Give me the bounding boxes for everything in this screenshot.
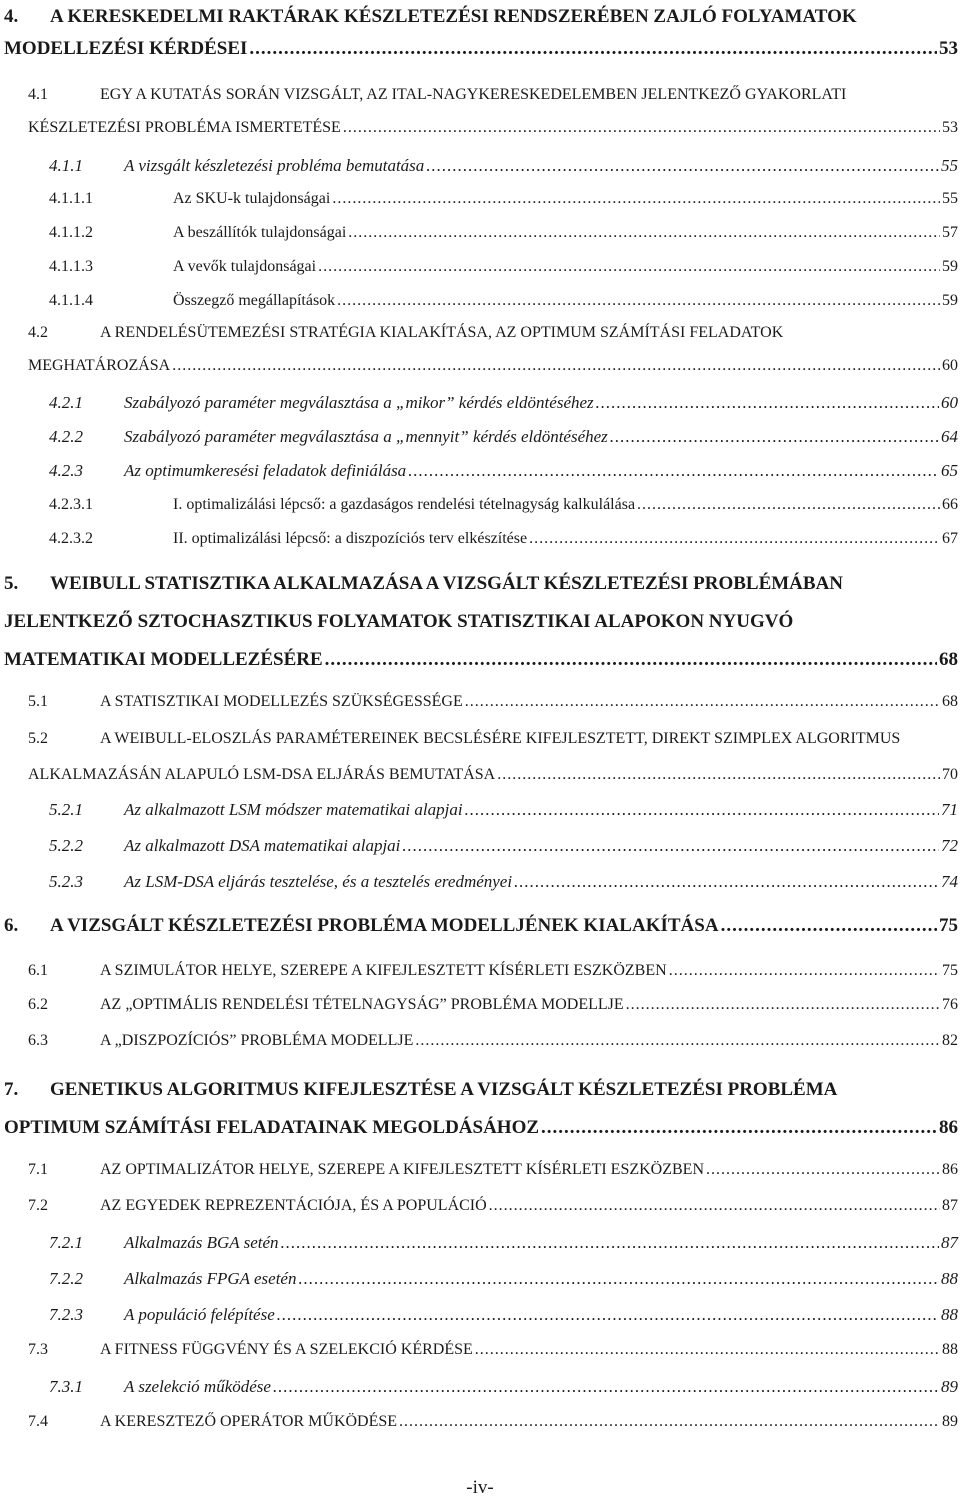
toc-entry-line [28, 357, 958, 375]
toc-entry-line [124, 427, 958, 447]
toc-entry-page-number: 86 [942, 1161, 958, 1178]
toc-entry-page-number: 89 [941, 1377, 958, 1396]
toc-entry-line [173, 190, 958, 208]
toc-entry-title: A RENDELÉSÜTEMEZÉSI STRATÉGIA KIALAKÍTÁSA, AZ OPTIMUM SZÁMÍTÁSI FELADATOK [100, 324, 784, 341]
toc-entry-page-number: 65 [941, 461, 958, 480]
toc-entry-number: 4.1.1 [49, 156, 83, 175]
toc-entry-title: A STATISZTIKAI MODELLEZÉS SZÜKSÉGESSÉGE [100, 693, 463, 710]
toc-entry-title: A WEIBULL-ELOSZLÁS PARAMÉTEREINEK BECSLÉSÉRE KIFEJLESZTETT, DIREKT SZIMPLEX ALGORITMUS [100, 730, 901, 747]
toc-entry-title: MATEMATIKAI MODELLEZÉSÉRE [4, 649, 323, 670]
dot-leader [626, 996, 940, 1014]
toc-entry-line [100, 1341, 958, 1359]
toc-entry-page-number: 59 [942, 292, 958, 309]
dot-leader [273, 1377, 939, 1397]
toc-entry-title: AZ „OPTIMÁLIS RENDELÉSI TÉTELNAGYSÁG” PROBLÉMA MODELLJE [100, 996, 624, 1013]
toc-entry-title: MEGHATÁROZÁSA [28, 357, 171, 374]
toc-entry-line [124, 1233, 958, 1253]
dot-leader [415, 1032, 940, 1050]
toc-entry-title: Szabályozó paraméter megválasztása a „mikor” kérdés eldöntéséhez [124, 393, 594, 412]
toc-entry-title: A SZIMULÁTOR HELYE, SZEREPE A KIFEJLESZTETT KÍSÉRLETI ESZKÖZBEN [100, 962, 667, 979]
toc-entry-line [124, 461, 958, 481]
toc-entry-line [50, 573, 958, 595]
dot-leader [465, 693, 940, 711]
toc-entry-line [50, 915, 958, 937]
toc-entry-title: A VIZSGÁLT KÉSZLETEZÉSI PROBLÉMA MODELLJÉNEK KIALAKÍTÁSA [50, 915, 719, 936]
toc-entry-line [100, 962, 958, 980]
dot-leader [637, 496, 940, 514]
toc-entry-line [173, 292, 958, 310]
toc-entry-title: Összegző megállapítások [173, 292, 336, 309]
toc-entry-title: AZ EGYEDEK REPREZENTÁCIÓJA, ÉS A POPULÁCIÓ [100, 1197, 487, 1214]
toc-entry-page-number: 71 [941, 800, 958, 819]
toc-entry-line [50, 1079, 958, 1101]
dot-leader [318, 258, 940, 276]
dot-leader [669, 962, 940, 980]
toc-entry-title: Az optimumkeresési feladatok definiálása [124, 461, 407, 480]
toc-entry-title: WEIBULL STATISZTIKA ALKALMAZÁSA A VIZSGÁLT KÉSZLETEZÉSI PROBLÉMÁBAN [50, 573, 844, 594]
toc-entry-number: 4.1.1.2 [49, 224, 93, 241]
toc-entry-line [124, 156, 958, 176]
toc-entry-line [28, 766, 958, 784]
toc-entry-page-number: 57 [942, 224, 958, 241]
toc-entry-page-number: 68 [942, 693, 958, 710]
toc-entry-line [124, 836, 958, 856]
toc-entry-line [124, 872, 958, 892]
dot-leader [325, 649, 937, 671]
toc-entry-line [124, 1269, 958, 1289]
toc-entry-page-number: 68 [939, 649, 958, 670]
dot-leader [596, 393, 939, 413]
toc-entry-line [100, 1161, 958, 1179]
toc-entry-line [100, 86, 958, 104]
toc-entry-page-number: 75 [942, 962, 958, 979]
toc-entry-title: A vizsgált készletezési probléma bemutatása [124, 156, 425, 175]
toc-entry-title: Az LSM-DSA eljárás tesztelése, és a tesztelés eredményei [124, 872, 513, 891]
toc-entry-line [124, 800, 958, 820]
toc-entry-number: 5.2.3 [49, 872, 83, 891]
toc-entry-line [4, 611, 958, 633]
toc-entry-number: 7.2 [28, 1197, 48, 1214]
toc-entry-line [4, 649, 958, 671]
toc-entry-page-number: 53 [942, 119, 958, 136]
toc-entry-title: A szelekció működése [124, 1377, 271, 1396]
toc-entry-number: 7.3.1 [49, 1377, 83, 1396]
toc-entry-line [100, 996, 958, 1014]
dot-leader [489, 1197, 940, 1215]
toc-entry-number: 5.2 [28, 730, 48, 747]
toc-entry-page-number: 67 [942, 530, 958, 547]
dot-leader [277, 1305, 939, 1325]
toc-entry-line [4, 1117, 958, 1139]
toc-entry-title: GENETIKUS ALGORITMUS KIFEJLESZTÉSE A VIZSGÁLT KÉSZLETEZÉSI PROBLÉMA [50, 1079, 838, 1100]
toc-entry-title: I. optimalizálási lépcső: a gazdaságos rendelési tételnagyság kalkulálása [173, 496, 636, 513]
toc-entry-number: 4.1.1.3 [49, 258, 93, 275]
toc-entry-line [173, 530, 958, 548]
dot-leader [541, 1117, 937, 1139]
toc-entry-page-number: 76 [942, 996, 958, 1013]
toc-entry-number: 4.2.3.2 [49, 530, 93, 547]
toc-entry-number: 4.2.3.1 [49, 496, 93, 513]
toc-entry-page-number: 60 [942, 357, 958, 374]
toc-entry-title: A beszállítók tulajdonságai [173, 224, 347, 241]
toc-entry-line [28, 119, 958, 137]
toc-entry-page-number: 55 [942, 190, 958, 207]
toc-entry-title: A KERESZTEZŐ OPERÁTOR MŰKÖDÉSE [100, 1413, 398, 1430]
toc-entry-page-number: 64 [941, 427, 958, 446]
toc-entry-page-number: 72 [941, 836, 958, 855]
toc-entry-line [173, 258, 958, 276]
toc-entry-number: 5.2.2 [49, 836, 83, 855]
dot-leader [172, 357, 940, 375]
toc-entry-number: 6. [4, 915, 19, 936]
toc-entry-page-number: 88 [942, 1341, 958, 1358]
toc-entry-title: Szabályozó paraméter megválasztása a „mennyit” kérdés eldöntéséhez [124, 427, 608, 446]
toc-entry-page-number: 53 [939, 38, 958, 59]
dot-leader [529, 530, 940, 548]
toc-entry-number: 4.2.1 [49, 393, 83, 412]
dot-leader [706, 1161, 940, 1179]
toc-entry-number: 4.2.3 [49, 461, 83, 480]
dot-leader [402, 836, 939, 856]
toc-entry-page-number: 55 [941, 156, 958, 175]
toc-entry-page-number: 74 [941, 872, 958, 891]
toc-entry-number: 7.1 [28, 1161, 48, 1178]
toc-entry-line [4, 38, 958, 60]
toc-entry-number: 4.1.1.1 [49, 190, 93, 207]
toc-entry-page-number: 75 [939, 915, 958, 936]
toc-entry-page-number: 70 [942, 766, 958, 783]
toc-entry-line [100, 324, 958, 342]
page-footer-number: -iv- [466, 1477, 494, 1498]
toc-entry-number: 7.2.1 [49, 1233, 83, 1252]
toc-entry-number: 5. [4, 573, 19, 594]
toc-entry-line [124, 393, 958, 413]
dot-leader [249, 38, 937, 60]
toc-entry-number: 4.1 [28, 86, 48, 103]
dot-leader [514, 872, 939, 892]
toc-entry-number: 4.2 [28, 324, 48, 341]
toc-entry-page-number: 88 [941, 1269, 958, 1288]
toc-entry-page-number: 89 [942, 1413, 958, 1430]
toc-entry-title: Alkalmazás BGA setén [124, 1233, 279, 1252]
toc-entry-number: 6.2 [28, 996, 48, 1013]
toc-entry-number: 4.1.1.4 [49, 292, 93, 309]
toc-entry-page-number: 87 [941, 1233, 958, 1252]
toc-entry-number: 6.1 [28, 962, 48, 979]
toc-entry-title: A vevők tulajdonságai [173, 258, 317, 275]
dot-leader [343, 119, 940, 137]
dot-leader [281, 1233, 939, 1253]
dot-leader [426, 156, 939, 176]
toc-entry-page-number: 88 [941, 1305, 958, 1324]
toc-entry-title: Az alkalmazott DSA matematikai alapjai [124, 836, 401, 855]
toc-entry-title: Alkalmazás FPGA esetén [124, 1269, 297, 1288]
toc-entry-number: 7.3 [28, 1341, 48, 1358]
toc-entry-line [100, 693, 958, 711]
toc-entry-line [100, 1197, 958, 1215]
toc-entry-page-number: 82 [942, 1032, 958, 1049]
toc-entry-title: A FITNESS FÜGGVÉNY ÉS A SZELEKCIÓ KÉRDÉSE [100, 1341, 473, 1358]
toc-entry-number: 7. [4, 1079, 19, 1100]
dot-leader [298, 1269, 939, 1289]
toc-entry-line [173, 496, 958, 514]
toc-entry-page-number: 59 [942, 258, 958, 275]
dot-leader [337, 292, 940, 310]
toc-entry-title: JELENTKEZŐ SZTOCHASZTIKUS FOLYAMATOK STATISZTIKAI ALAPOKON NYUGVÓ [4, 611, 794, 632]
dot-leader [408, 461, 939, 481]
toc-entry-title: AZ OPTIMALIZÁTOR HELYE, SZEREPE A KIFEJLESZTETT KÍSÉRLETI ESZKÖZBEN [100, 1161, 704, 1178]
toc-entry-title: II. optimalizálási lépcső: a diszpozíciós terv elkészítése [173, 530, 528, 547]
toc-entry-line [100, 1032, 958, 1050]
dot-leader [475, 1341, 940, 1359]
toc-entry-page-number: 60 [941, 393, 958, 412]
toc-entry-title: A populáció felépítése [124, 1305, 275, 1324]
toc-entry-line [50, 6, 958, 28]
dot-leader [497, 766, 940, 784]
dot-leader [721, 915, 937, 937]
toc-entry-title: Az SKU-k tulajdonságai [173, 190, 331, 207]
dot-leader [332, 190, 940, 208]
toc-entry-title: ALKALMAZÁSÁN ALAPULÓ LSM-DSA ELJÁRÁS BEMUTATÁSA [28, 766, 496, 783]
toc-entry-title: KÉSZLETEZÉSI PROBLÉMA ISMERTETÉSE [28, 119, 341, 136]
toc-entry-line [100, 730, 958, 748]
toc-entry-number: 7.2.3 [49, 1305, 83, 1324]
toc-entry-number: 4.2.2 [49, 427, 83, 446]
toc-entry-number: 5.1 [28, 693, 48, 710]
toc-entry-line [100, 1413, 958, 1431]
toc-entry-title: A KERESKEDELMI RAKTÁRAK KÉSZLETEZÉSI RENDSZERÉBEN ZAJLÓ FOLYAMATOK [50, 6, 857, 27]
dot-leader [348, 224, 940, 242]
toc-entry-number: 7.2.2 [49, 1269, 83, 1288]
toc-entry-number: 5.2.1 [49, 800, 83, 819]
toc-entry-title: EGY A KUTATÁS SORÁN VIZSGÁLT, AZ ITAL-NAGYKERESKEDELEMBEN JELENTKEZŐ GYAKORLATI [100, 86, 847, 103]
dot-leader [465, 800, 939, 820]
toc-entry-title: A „DISZPOZÍCIÓS” PROBLÉMA MODELLJE [100, 1032, 414, 1049]
toc-entry-line [124, 1377, 958, 1397]
toc-entry-number: 7.4 [28, 1413, 48, 1430]
dot-leader [610, 427, 939, 447]
toc-entry-line [173, 224, 958, 242]
toc-entry-page-number: 66 [942, 496, 958, 513]
toc-entry-title: MODELLEZÉSI KÉRDÉSEI [4, 38, 248, 59]
toc-entry-line [124, 1305, 958, 1325]
toc-entry-number: 4. [4, 6, 19, 27]
toc-entry-number: 6.3 [28, 1032, 48, 1049]
toc-entry-title: Az alkalmazott LSM módszer matematikai alapjai [124, 800, 463, 819]
toc-entry-page-number: 86 [939, 1117, 958, 1138]
toc-entry-page-number: 87 [942, 1197, 958, 1214]
toc-entry-title: OPTIMUM SZÁMÍTÁSI FELADATAINAK MEGOLDÁSÁHOZ [4, 1117, 540, 1138]
dot-leader [399, 1413, 940, 1431]
